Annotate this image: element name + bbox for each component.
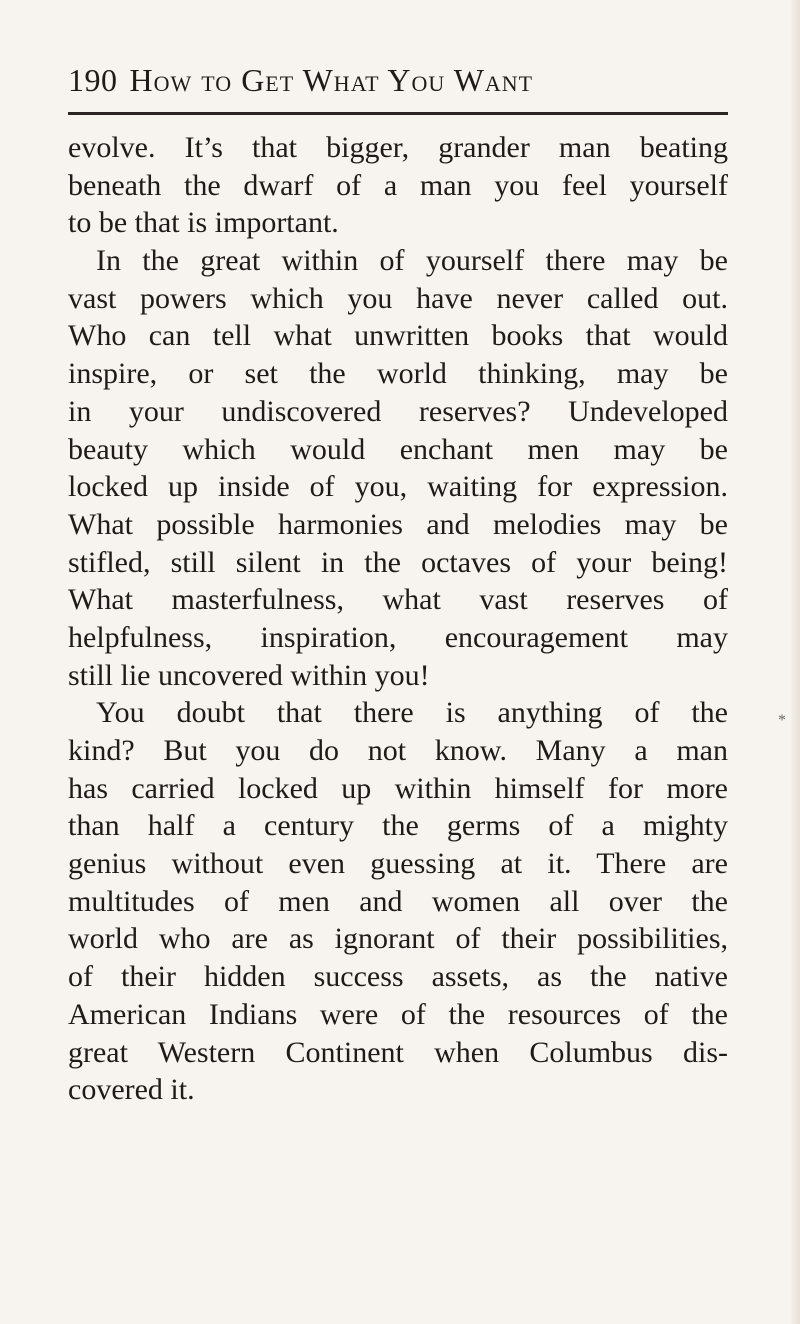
text-line: American Indians were of the resources of the [68,997,728,1031]
text-line: of their hidden success assets, as the native [68,960,728,994]
page-header [68,62,728,102]
text-line: beauty which would enchant men may be [68,432,728,466]
text-line: Who can tell what unwritten books that would [68,319,728,353]
running-title: How to Get What You Want [129,62,534,98]
text-line: to be that is important. [68,206,339,240]
text-line: helpfulness, inspiration, encouragement may [68,620,728,654]
text-line: genius without even guessing at it. There are [68,847,728,881]
text-line: locked up inside of you, waiting for expression. [68,470,728,504]
text-line: evolve. It’s that bigger, grander man beating [68,131,728,164]
text-line: You doubt that there is anything of the [96,696,728,730]
text-line: than half a century the germs of a mighty [68,809,728,843]
text-line: covered it. [68,1073,195,1107]
text-line: inspire, or set the world thinking, may be [68,357,728,391]
text-line: in your undiscovered reserves? Undeveloped [68,394,728,428]
text-line: kind? But you do not know. Many a man [68,734,728,767]
text-line: multitudes of men and women all over the [68,884,728,918]
page-number: 190 [68,62,118,98]
header-rule [68,112,728,115]
text-line: stifled, still silent in the octaves of your being! [68,545,728,579]
margin-mark: * [778,712,786,729]
text-line: What masterfulness, what vast reserves of [68,583,728,617]
body-text [68,129,728,1269]
page-edge-shadow [790,0,800,1324]
text-line: In the great within of yourself there may be [96,244,728,278]
text-line: has carried locked up within himself for more [68,771,728,805]
text-line: beneath the dwarf of a man you feel yourself [68,168,728,202]
text-line: still lie uncovered within you! [68,658,430,692]
text-line: What possible harmonies and melodies may be [68,507,728,541]
text-line: vast powers which you have never called out. [68,281,728,315]
text-line: world who are as ignorant of their possibilities, [68,922,728,956]
text-line: great Western Continent when Columbus dis- [68,1035,728,1069]
